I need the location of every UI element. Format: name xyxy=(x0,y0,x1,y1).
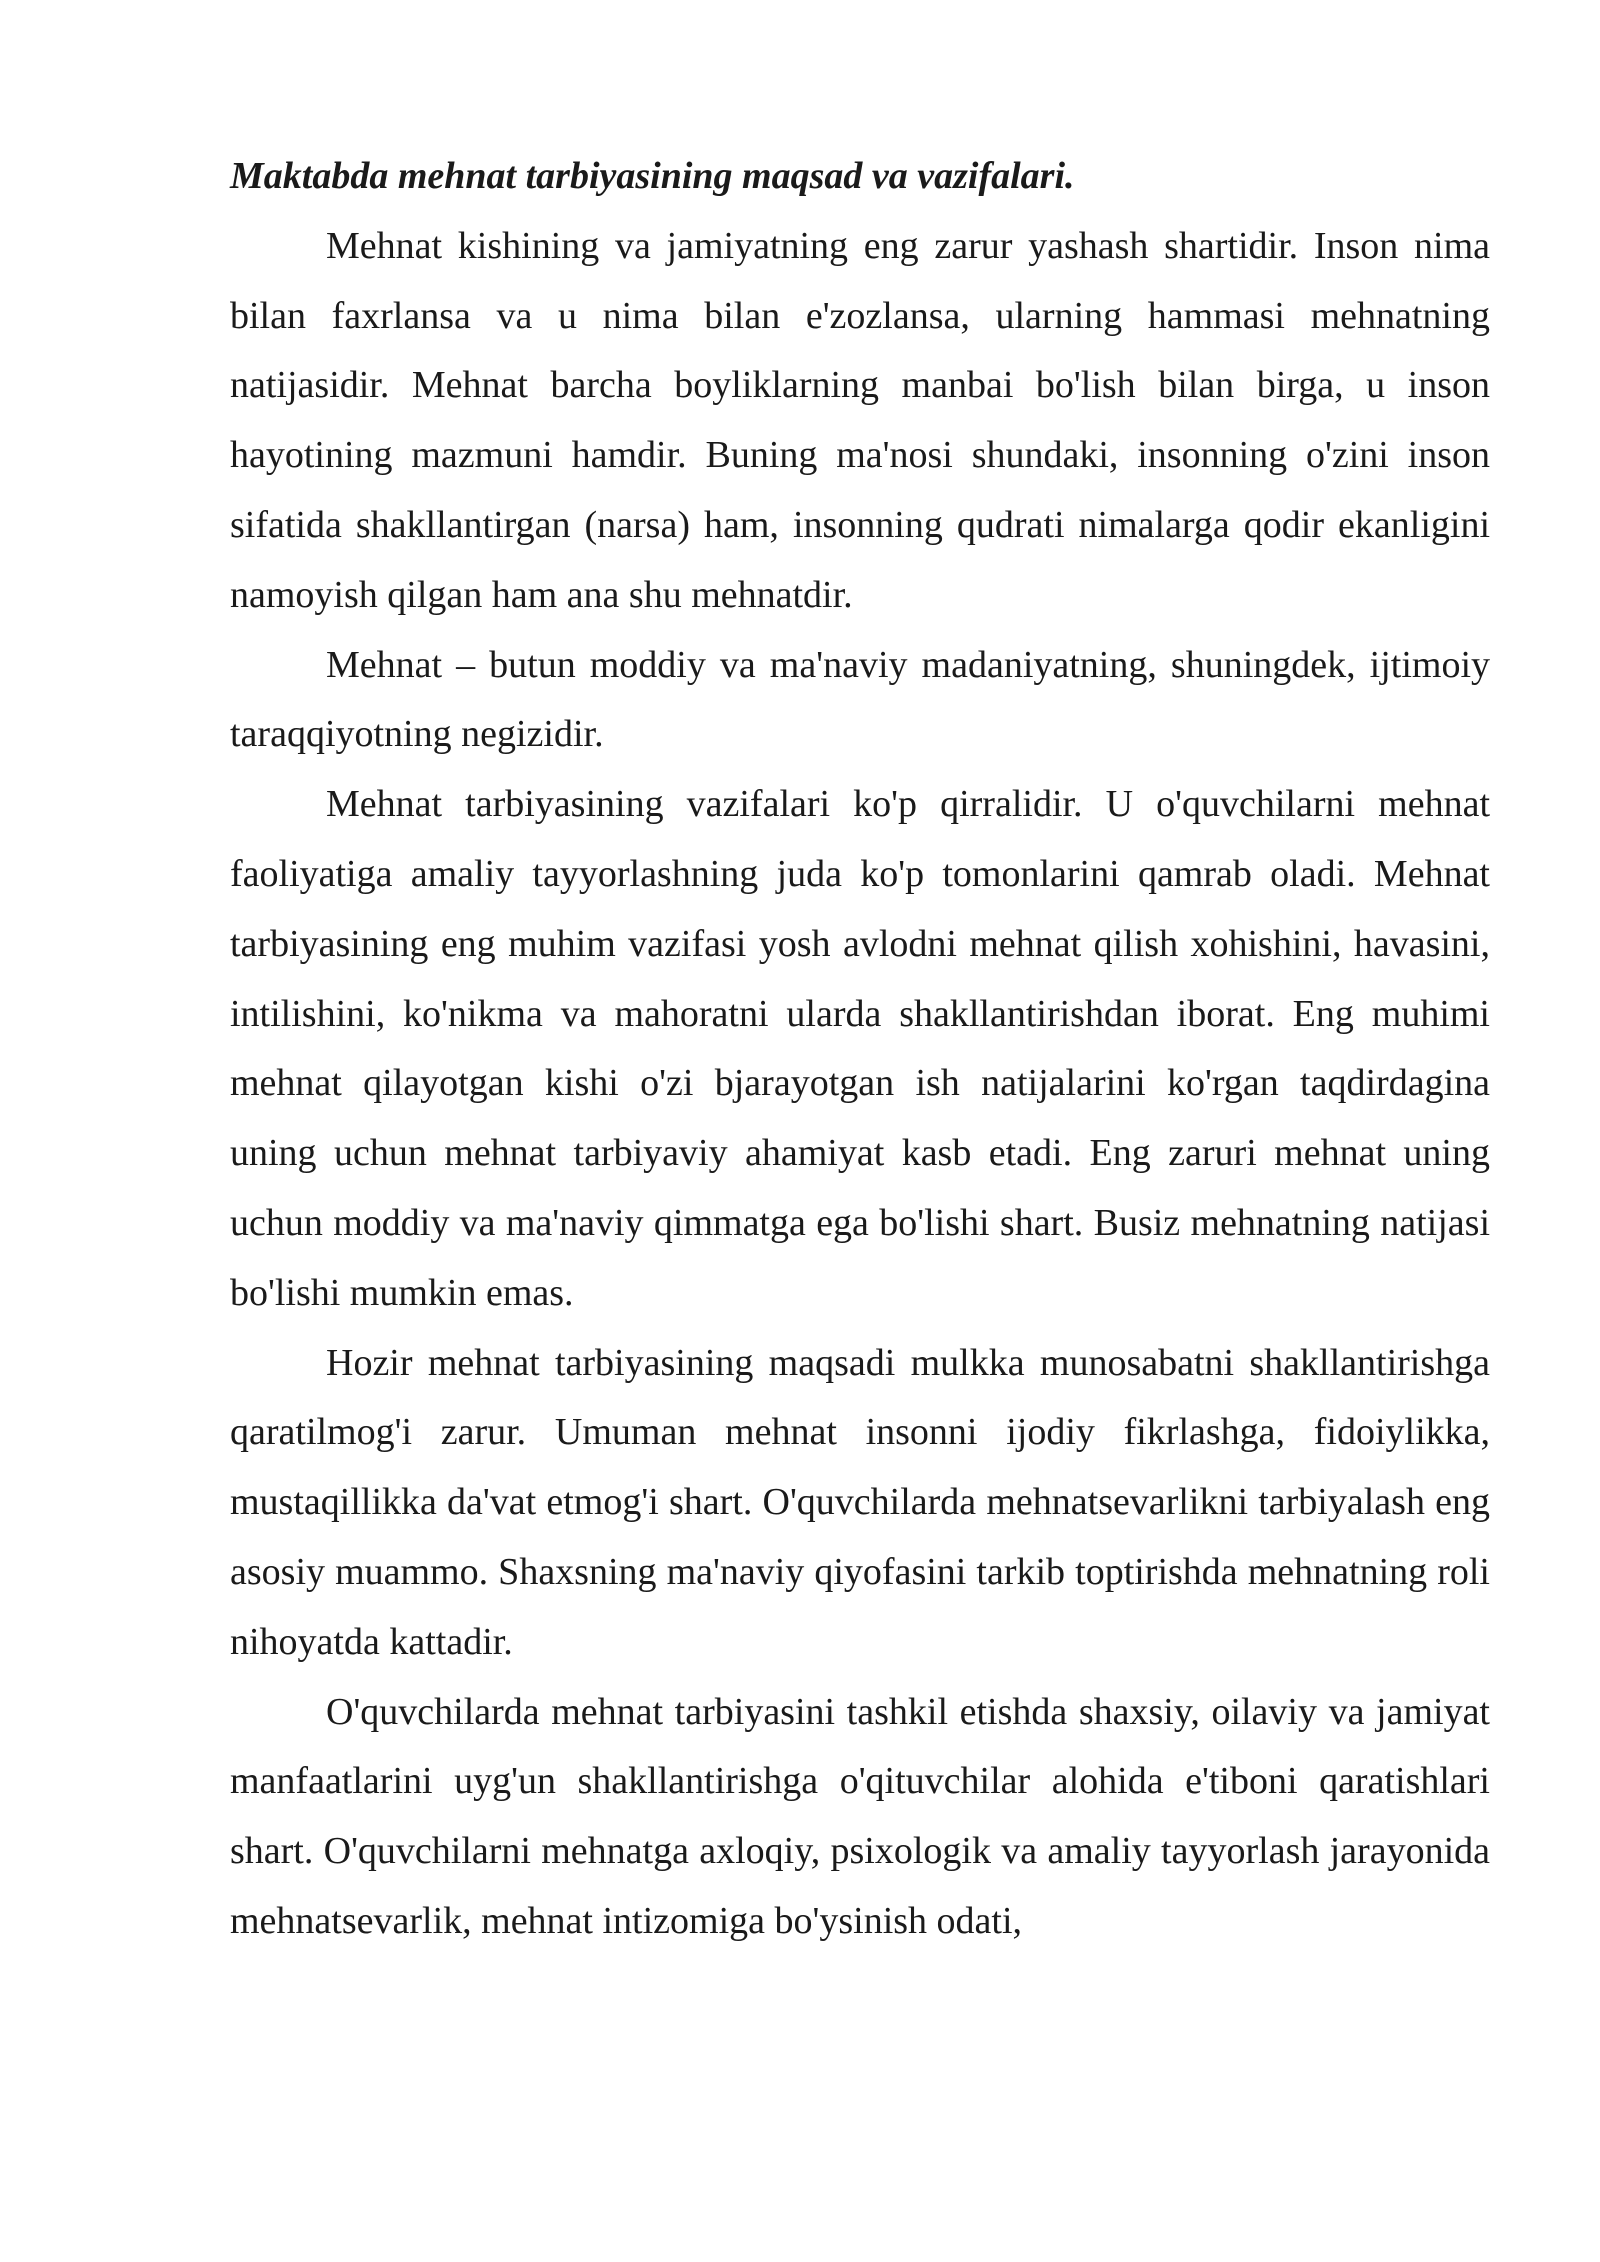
paragraph-3: Mehnat tarbiyasining vazifalari ko'p qirralidir. U o'quvchilarni mehnat faoliyatiga amaliy tayyorlashning juda ko'p tomonlarini qamrab oladi. Mehnat tarbiyasining eng muhim vazifasi yosh avlodni mehnat qilish xohishini, havasini, intilishini, ko'nikma va mahoratni ularda shakllantirishdan iborat. Eng muhimi mehnat qilayotgan kishi o'zi bjarayotgan ish natijalarini ko'rgan taqdirdagina uning uchun mehnat tarbiyaviy ahamiyat kasb etadi. Eng zaruri mehnat uning uchun moddiy va ma'naviy qimmatga ega bo'lishi shart. Busiz mehnatning natijasi bo'lishi mumkin emas. xyxy=(230,783,1490,1314)
paragraph-5: O'quvchilarda mehnat tarbiyasini tashkil etishda shaxsiy, oilaviy va jamiyat manfaatlarini uyg'un shakllantirishga o'qituvchilar alohida e'tiboni qaratishlari shart. O'quvchilarni mehnatga axloqiy, psixologik va amaliy tayyorlash jarayonida mehnatsevarlik, mehnat intizomiga bo'ysinish odati, xyxy=(230,1690,1490,1942)
paragraph-2: Mehnat – butun moddiy va ma'naviy madaniyatning, shuningdek, ijtimoiy taraqqiyotning negizidir. xyxy=(230,643,1490,756)
document-title: Maktabda mehnat tarbiyasining maqsad va vazifalari. xyxy=(230,155,1075,197)
paragraph-4: Hozir mehnat tarbiyasining maqsadi mulkka munosabatni shakllantirishga qaratilmog'i zarur. Umuman mehnat insonni ijodiy fikrlashga, fidoiylikka, mustaqillikka da'vat etmog'i shart. O'quvchilarda mehnatsevarlikni tarbiyalash eng asosiy muammo. Shaxsning ma'naviy qiyofasini tarkib toptirishda mehnatning roli nihoyatda kattadir. xyxy=(230,1341,1490,1663)
document-body xyxy=(230,142,1490,1957)
paragraph-1: Mehnat kishining va jamiyatning eng zarur yashash shartidir. Inson nima bilan faxrlansa va u nima bilan e'zozlansa, ularning hammasi mehnatning natijasidir. Mehnat barcha boyliklarning manbai bo'lish bilan birga, u inson hayotining mazmuni hamdir. Buning ma'nosi shundaki, insonning o'zini inson sifatida shakllantirgan (narsa) ham, insonning qudrati nimalarga qodir ekanligini namoyish qilgan ham ana shu mehnatdir. xyxy=(230,224,1490,616)
